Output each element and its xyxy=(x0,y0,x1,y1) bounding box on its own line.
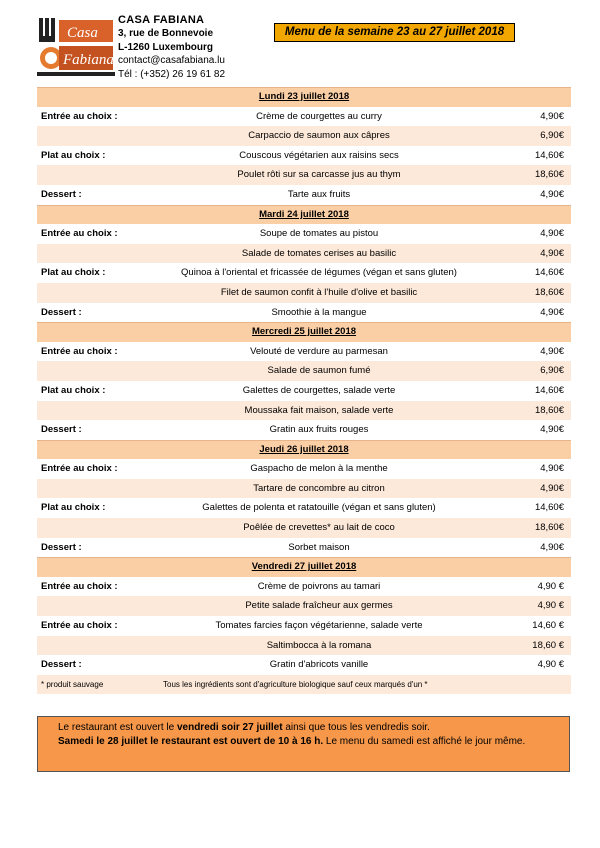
menu-price: 4,90 € xyxy=(537,580,564,592)
menu-item-row xyxy=(37,401,571,421)
menu-dish: Tomates farcies façon végétarienne, salade verte xyxy=(215,620,423,632)
menu-dish: Gratin aux fruits rouges xyxy=(269,424,369,436)
menu-price: 18,60€ xyxy=(534,404,564,416)
restaurant-address xyxy=(118,14,225,81)
menu-dish: Quinoa à l'oriental et fricassée de légumes (végan et sans gluten) xyxy=(181,267,457,279)
menu-price: 4,90 € xyxy=(537,600,564,612)
footnote-row xyxy=(37,675,571,694)
info-line-2: Samedi le 28 juillet le restaurant est ouvert de 10 à 16 h. Le menu du samedi est affiché le jour même. xyxy=(58,736,526,747)
menu-item-row xyxy=(37,146,571,166)
menu-title-banner: Menu de la semaine 23 au 27 juillet 2018 xyxy=(274,23,515,42)
menu-price: 4,90€ xyxy=(540,306,564,318)
menu-item-row xyxy=(37,165,571,185)
menu-price: 4,90€ xyxy=(540,463,564,475)
menu-item-row xyxy=(37,577,571,597)
address-line2: L-1260 Luxembourg xyxy=(118,41,214,53)
menu-dish: Velouté de verdure au parmesan xyxy=(250,345,388,357)
menu-dish: Moussaka fait maison, salade verte xyxy=(244,404,394,416)
menu-item-row xyxy=(37,244,571,264)
menu-price: 18,60€ xyxy=(534,286,564,298)
menu-item-row xyxy=(37,596,571,616)
info-line-1: Le restaurant est ouvert le vendredi soir 27 juillet ainsi que tous les vendredis soir. xyxy=(58,722,430,733)
menu-category: Entrée au choix : xyxy=(41,345,118,357)
day-header: Jeudi 26 juillet 2018 xyxy=(259,443,349,455)
menu-item-row xyxy=(37,185,571,205)
menu-category: Entrée au choix : xyxy=(41,620,118,632)
menu-category: Dessert : xyxy=(41,659,82,671)
menu-price: 14,60€ xyxy=(534,267,564,279)
menu-category: Dessert : xyxy=(41,188,82,200)
phone-text: Tél : (+352) 26 19 61 82 xyxy=(118,68,226,80)
menu-dish: Petite salade fraîcheur aux germes xyxy=(245,600,393,612)
menu-dish: Poulet rôti sur sa carcasse jus au thym xyxy=(237,169,401,181)
menu-dish: Smoothie à la mangue xyxy=(271,306,367,318)
menu-price: 4,90€ xyxy=(540,541,564,553)
menu-dish: Carpaccio de saumon aux câpres xyxy=(248,130,390,142)
menu-item-row xyxy=(37,263,571,283)
menu-dish: Poêlée de crevettes* au lait de coco xyxy=(243,522,395,534)
menu-item-row xyxy=(37,636,571,656)
menu-item-row xyxy=(37,303,571,323)
opening-info-box xyxy=(37,716,570,772)
menu-price: 4,90€ xyxy=(540,345,564,357)
menu-price: 18,60€ xyxy=(534,522,564,534)
address-line1: 3, rue de Bonnevoie xyxy=(118,28,214,40)
menu-dish: Filet de saumon confit à l'huile d'olive et basilic xyxy=(220,286,418,298)
day-header: Lundi 23 juillet 2018 xyxy=(258,91,350,102)
menu-item-row xyxy=(37,479,571,499)
menu-price: 4,90 € xyxy=(537,659,564,671)
menu-category: Dessert : xyxy=(41,541,82,553)
menu-category: Dessert : xyxy=(41,424,82,436)
menu-category: Plat au choix : xyxy=(41,502,106,514)
menu-category: Plat au choix : xyxy=(41,149,106,161)
menu-item-row xyxy=(37,107,571,127)
menu-item-row xyxy=(37,498,571,518)
menu-item-row xyxy=(37,361,571,381)
menu-price: 18,60€ xyxy=(534,169,564,181)
menu-category: Plat au choix : xyxy=(41,384,106,396)
menu-category: Entrée au choix : xyxy=(41,580,118,592)
menu-dish: Galettes de courgettes, salade verte xyxy=(242,384,396,396)
weekly-menu-table xyxy=(37,87,571,694)
menu-item-row xyxy=(37,420,571,440)
menu-item-row xyxy=(37,655,571,675)
day-header: Vendredi 27 juillet 2018 xyxy=(251,561,357,573)
footnote-organic: Tous les ingrédients sont d'agriculture biologique sauf ceux marqués d'un * xyxy=(163,679,428,689)
menu-dish: Tarte aux fruits xyxy=(287,188,351,200)
menu-price: 4,90€ xyxy=(540,188,564,200)
menu-dish: Galettes de polenta et ratatouille (végan et sans gluten) xyxy=(202,502,436,514)
menu-price: 14,60€ xyxy=(534,149,564,161)
menu-price: 18,60 € xyxy=(532,639,564,651)
menu-price: 4,90€ xyxy=(540,424,564,436)
menu-price: 4,90€ xyxy=(540,482,564,494)
menu-item-row xyxy=(37,224,571,244)
menu-item-row xyxy=(37,616,571,636)
menu-dish: Tartare de concombre au citron xyxy=(253,482,385,494)
day-header-row xyxy=(37,322,571,342)
svg-text:Casa: Casa xyxy=(67,25,98,41)
svg-text:Fabiana: Fabiana xyxy=(63,52,114,68)
restaurant-name: CASA FABIANA xyxy=(118,14,205,26)
menu-price: 6,90€ xyxy=(540,365,564,377)
casa-fabiana-logo xyxy=(37,16,115,76)
menu-dish: Gaspacho de melon à la menthe xyxy=(250,463,388,475)
menu-category: Entrée au choix : xyxy=(41,228,118,240)
menu-category: Entrée au choix : xyxy=(41,463,118,475)
menu-dish: Crème de poivrons au tamari xyxy=(257,580,381,592)
menu-item-row xyxy=(37,518,571,538)
menu-dish: Couscous végétarien aux raisins secs xyxy=(239,149,399,161)
day-header: Mercredi 25 juillet 2018 xyxy=(251,326,357,338)
day-header-row xyxy=(37,440,571,460)
menu-dish: Salade de saumon fumé xyxy=(267,365,371,377)
menu-item-row xyxy=(37,381,571,401)
day-header-row xyxy=(37,87,571,107)
day-header-row xyxy=(37,557,571,577)
menu-item-row xyxy=(37,538,571,558)
menu-price: 14,60 € xyxy=(532,620,564,632)
day-header-row xyxy=(37,205,571,225)
menu-dish: Soupe de tomates au pistou xyxy=(259,228,379,240)
menu-price: 14,60€ xyxy=(534,502,564,514)
menu-dish: Crème de courgettes au curry xyxy=(256,110,382,122)
menu-dish: Gratin d'abricots vanille xyxy=(269,659,369,671)
menu-category: Entrée au choix : xyxy=(41,110,118,122)
menu-item-row xyxy=(37,459,571,479)
menu-category: Plat au choix : xyxy=(41,267,106,279)
menu-category: Dessert : xyxy=(41,306,82,318)
menu-item-row xyxy=(37,283,571,303)
menu-price: 6,90€ xyxy=(540,130,564,142)
menu-item-row xyxy=(37,342,571,362)
menu-price: 4,90€ xyxy=(540,110,564,122)
menu-dish: Saltimbocca à la romana xyxy=(266,639,372,651)
menu-dish: Sorbet maison xyxy=(288,541,350,553)
menu-price: 14,60€ xyxy=(534,384,564,396)
menu-item-row xyxy=(37,126,571,146)
menu-price: 4,90€ xyxy=(540,247,564,259)
day-header: Mardi 24 juillet 2018 xyxy=(259,208,349,220)
menu-price: 4,90€ xyxy=(540,228,564,240)
menu-dish: Salade de tomates cerises au basilic xyxy=(241,247,397,259)
footnote-wild-product: * produit sauvage xyxy=(41,679,104,689)
email-text: contact@casafabiana.lu xyxy=(118,55,225,67)
